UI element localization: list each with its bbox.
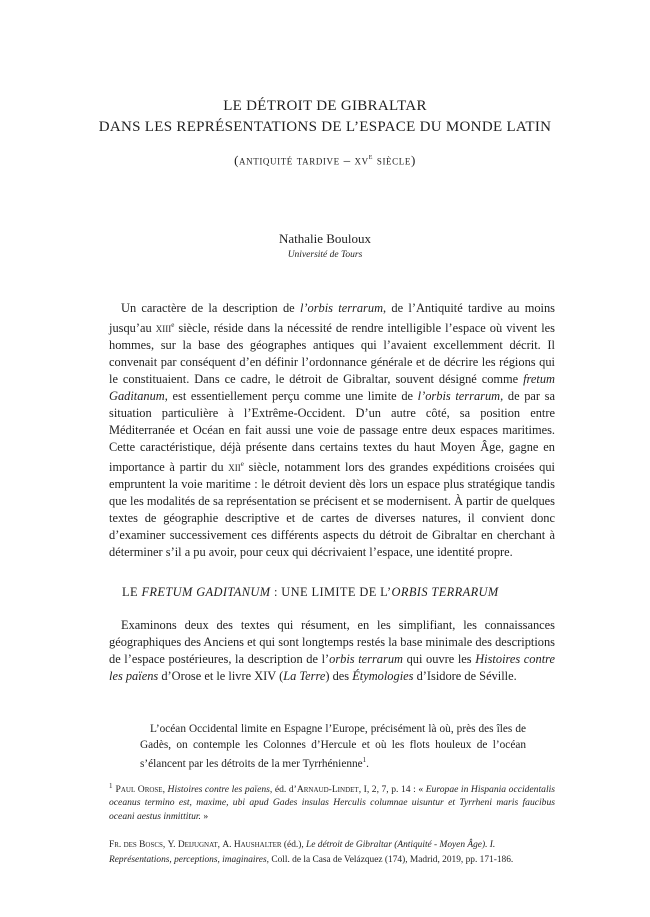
- italic-run: La Terre: [283, 669, 326, 683]
- publication-credit: [109, 838, 555, 868]
- heading-italic-run: FRETUM GADITANUM: [141, 585, 271, 599]
- footnote-marker[interactable]: 1: [362, 756, 367, 764]
- text-run: ) des: [325, 669, 353, 683]
- century-numeral: xiii: [155, 321, 172, 336]
- heading-italic-run: ORBIS TERRARUM: [391, 585, 499, 599]
- text-run: ,: [217, 840, 223, 850]
- italic-run: l’orbis terrarum: [299, 301, 384, 315]
- quote-end: .: [366, 757, 369, 770]
- text-run: , I, 2, 7, p. 14 : «: [358, 784, 426, 796]
- subtitle-start: (antiquité tardive – xv: [234, 152, 369, 168]
- ordinal-superscript: e: [171, 321, 175, 329]
- subtitle-superscript: e: [368, 152, 373, 161]
- book-title: Le détroit de Gibraltar (Antiquité - Moyen Âge). I. Représentations, perceptions, imaginaires,: [109, 840, 496, 865]
- block-quote: [140, 722, 526, 772]
- text-run: Un caractère de la description de: [121, 301, 300, 315]
- text-run: »: [200, 810, 209, 822]
- text-run: siècle, réside dans la nécessité de rendre intelligible l’espace où vivent les hommes, sur la base des géographes antiques qui l’avaient excellemment décrit. Il convenait par conséquent d’en définir l’ordonnance générale et de décrire les régions qui le constituaient. Dans ce cadre, le détroit de Gibraltar, souvent désigné comme: [109, 321, 555, 387]
- text-run: , de par sa situation particulière à l’Extrême-Occident. D’un autre côté, sa position entre Méditerranée et Océan en fait aussi une voie de passage entre deux espaces maritimes. Cette caractéristique, déjà présente dans certains textes du haut Moyen Âge, gagne en importance à partir du: [109, 389, 556, 475]
- subtitle: [0, 152, 650, 168]
- footnote-number: 1: [109, 782, 113, 790]
- editor-name: Y. Deijugnat: [167, 840, 218, 850]
- footnote-latin-quote: Europae in Hispania occidentalis oceanus termino est, maxime, ubi apud Gades insulas Herculis columnae uisuntur et Tyrrheni maris faucibus oceani aestus inmittitur.: [109, 784, 556, 822]
- text-run: Coll. de la Casa de Velázquez (174), Madrid, 2019, pp. 171-186.: [268, 855, 514, 865]
- text-run: ,: [162, 840, 168, 850]
- text-run: Examinons deux des textes qui résument, en les simplifiant, les connaissances géographiques des Anciens et qui sont longtemps restés la base minimale des descriptions de l’espace postérieures, la description de l’: [109, 618, 555, 666]
- heading-run: LE: [122, 585, 142, 599]
- title-block: [0, 96, 650, 168]
- text-run: d’Isidore de Séville.: [413, 669, 517, 683]
- text-run: qui ouvre les: [402, 652, 476, 666]
- author-name: Nathalie Bouloux: [278, 231, 372, 246]
- paragraph-intro: [109, 300, 555, 561]
- italic-run: Étymologies: [352, 669, 414, 683]
- ordinal-superscript: e: [240, 460, 244, 469]
- footnote-work-title: Histoires contre les païens: [167, 784, 270, 796]
- text-run: , est essentiellement perçu comme une limite de: [164, 389, 418, 404]
- footnote-author: Paul Orose: [115, 784, 163, 796]
- italic-run: orbis terrarum: [329, 652, 403, 666]
- editor-name: A. Haushalter: [222, 840, 282, 850]
- italic-run: l’orbis terrarum: [417, 389, 501, 404]
- title-line-1: LE DÉTROIT DE GIBRALTAR: [223, 98, 427, 114]
- heading-run: : UNE LIMITE DE L’: [270, 585, 392, 599]
- title-line-2: DANS LES REPRÉSENTATIONS DE L’ESPACE DU MONDE LATIN: [98, 119, 552, 135]
- quote-text: L’océan Occidental limite en Espagne l’Europe, précisément là où, près des îles de Gadès, on contemple les Colonnes d’Hercule et où les flots houleux de l’océan s’élancent par les détroits de la mer Tyrrhénienne: [140, 723, 526, 770]
- italic-run: Histoires contre les païens: [109, 652, 555, 683]
- text-run: (éd.),: [281, 840, 307, 850]
- text-run: , éd. d’: [269, 784, 297, 796]
- text-run: ,: [162, 784, 168, 796]
- paragraph-sources: [109, 617, 555, 685]
- footnote: [109, 780, 555, 823]
- author-affiliation: Université de Tours: [287, 250, 363, 260]
- century-numeral: xii: [228, 460, 241, 475]
- italic-run: fretum Gaditanum: [109, 372, 555, 404]
- subtitle-end: siècle): [373, 152, 416, 168]
- footnote-editor: Arnaud-Lindet: [296, 784, 359, 796]
- text-run: d’Orose et le livre XIV (: [158, 669, 284, 683]
- text-run: siècle, notamment lors des grandes expéditions croisées qui empruntent la voie maritime : le détroit devient dès lors un espace plus stratégique tandis que les modalités de sa représentation se précisent et se modernisent. À partir de quelques textes de géographie descriptive et de cartes de diverses natures, il convient donc d’examiner successivement ces différents aspects du détroit de Gibraltar en cherchant à déterminer s’il a pu avoir, pour ceux qui décrivaient l’espace, une identité propre.: [109, 460, 555, 560]
- author-block: [0, 230, 650, 262]
- section-heading: [122, 584, 562, 601]
- editor-name: Fr. des Boscs: [109, 840, 163, 850]
- text-run: , de l’Antiquité tardive au moins jusqu’au: [109, 301, 555, 336]
